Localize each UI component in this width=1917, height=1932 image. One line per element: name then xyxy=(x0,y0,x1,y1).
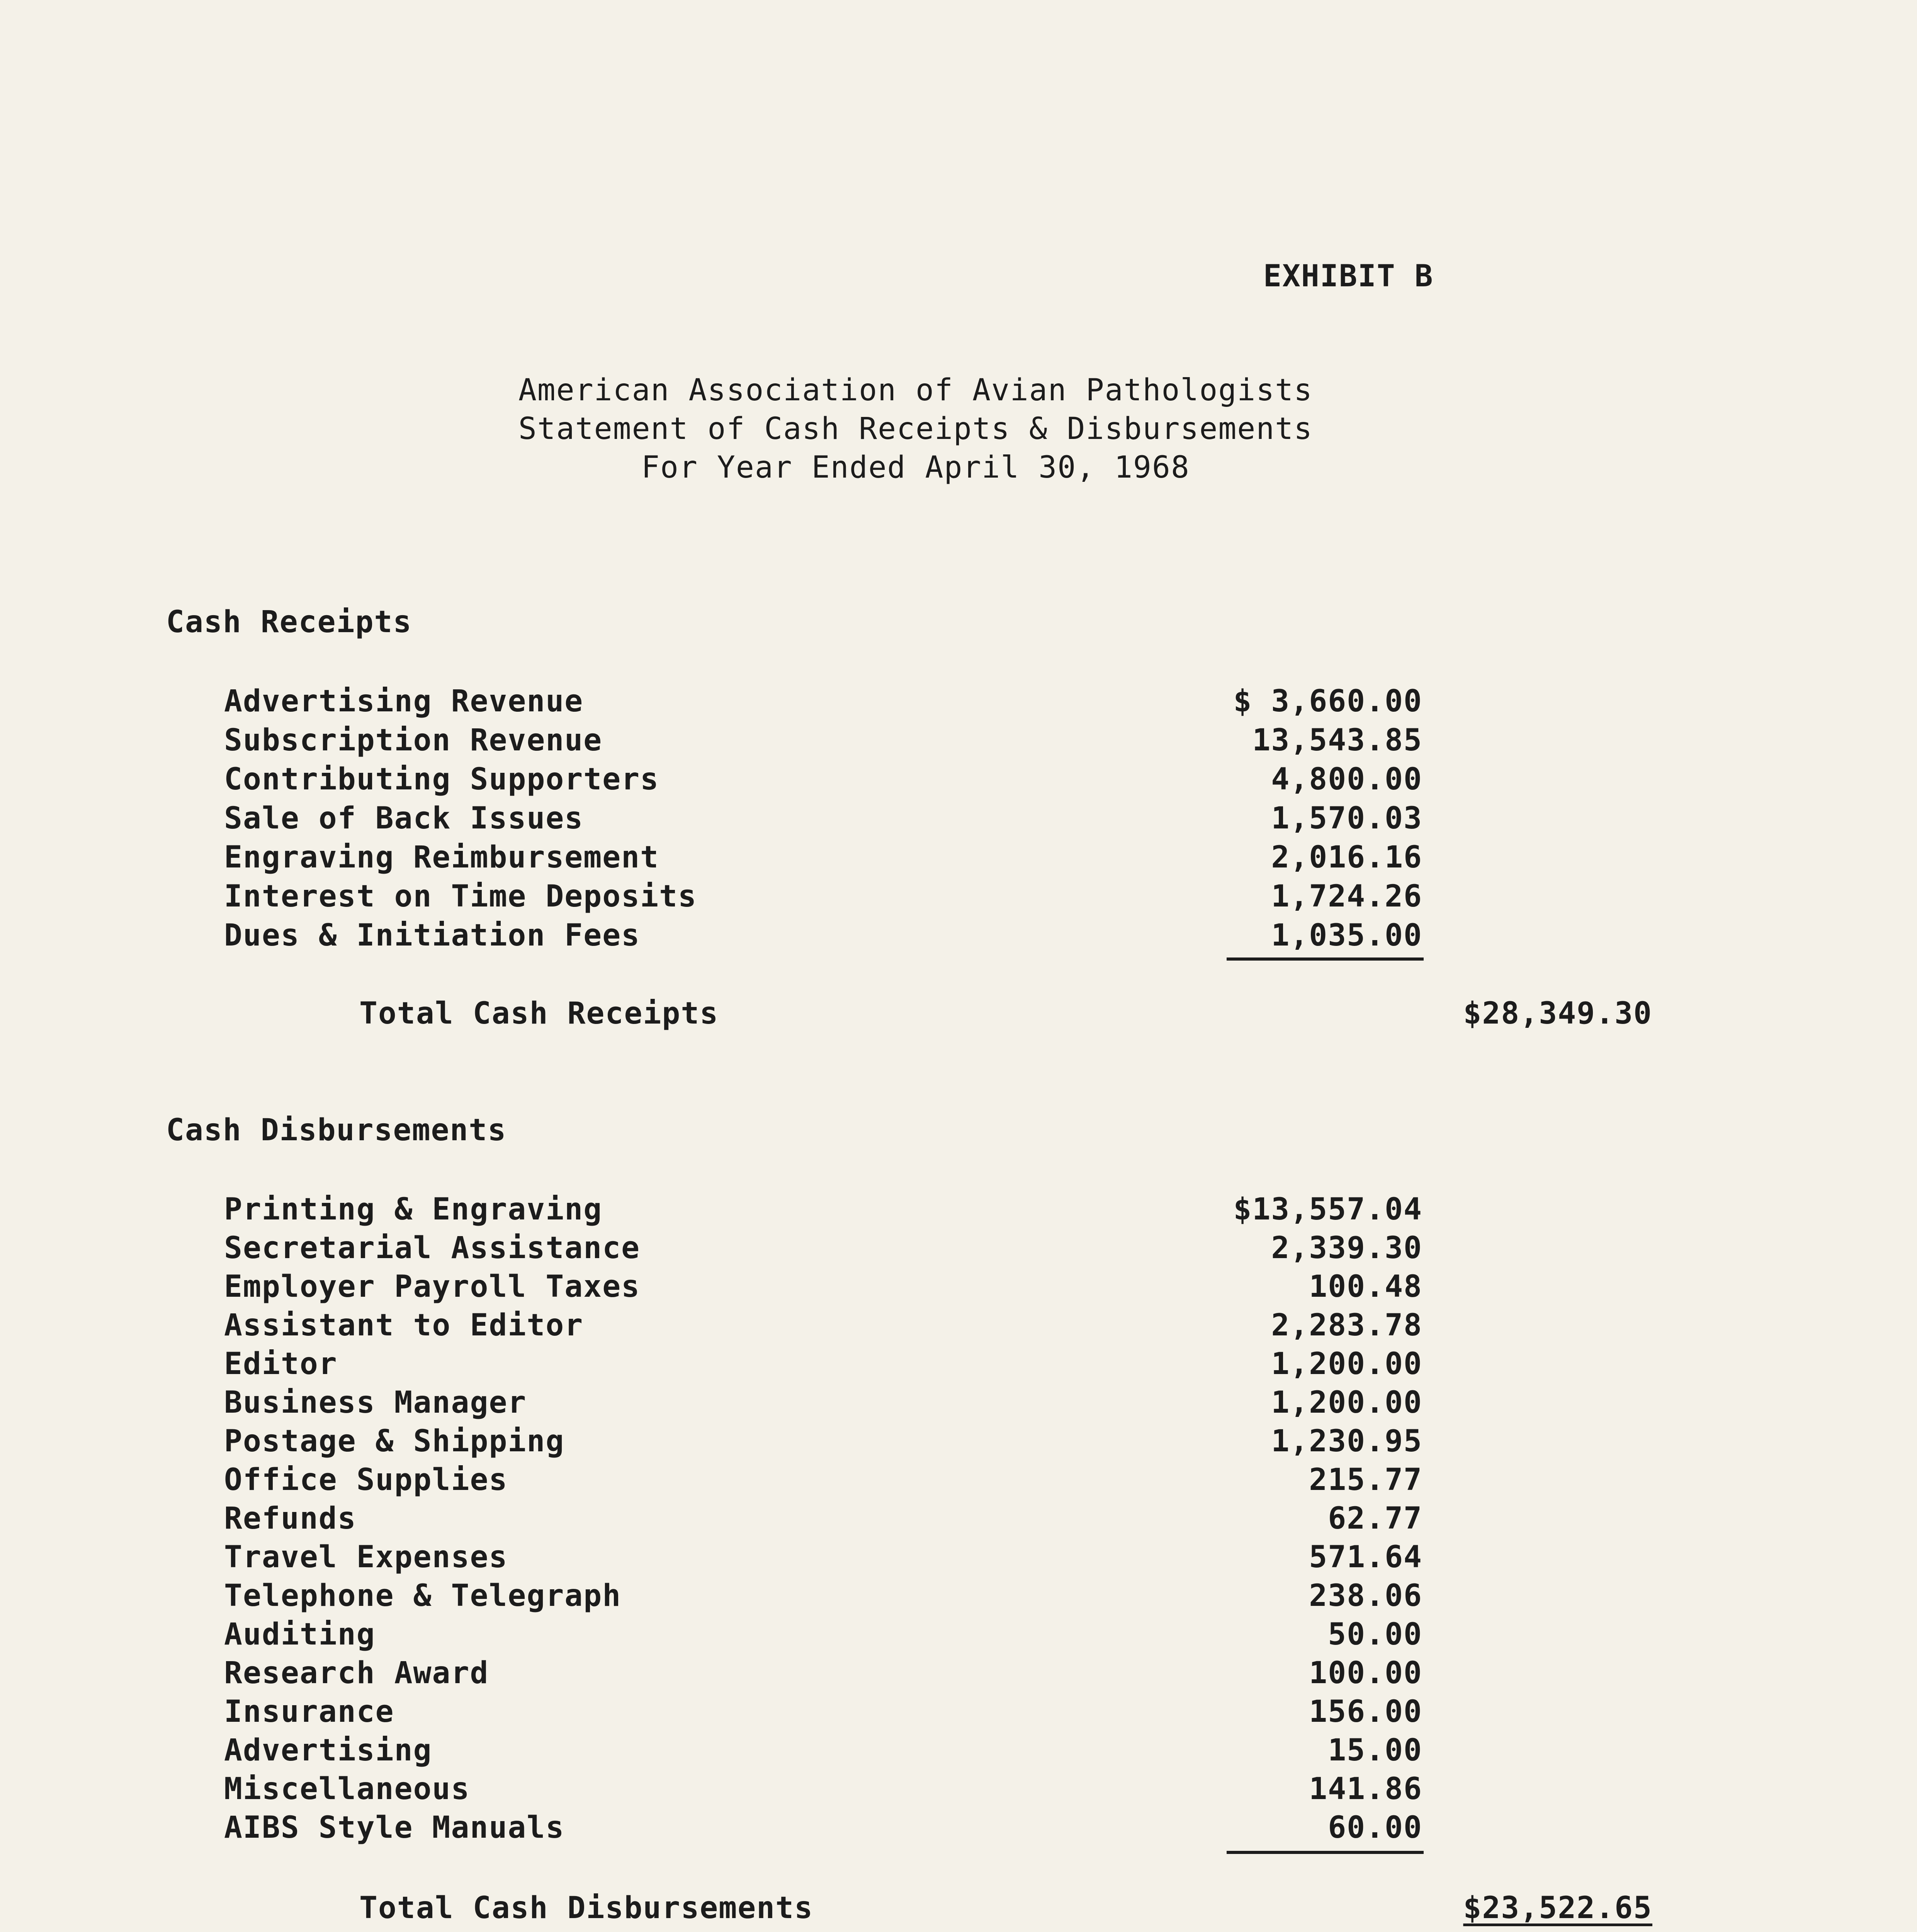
disbursement-amount: 62.77 xyxy=(1328,1501,1422,1536)
disbursement-label: Postage & Shipping xyxy=(224,1424,565,1459)
receipt-row xyxy=(0,684,1917,723)
disbursement-amount: $13,557.04 xyxy=(1233,1192,1422,1227)
disbursement-label: Refunds xyxy=(224,1501,357,1536)
disbursement-label: Advertising xyxy=(224,1733,432,1768)
disbursement-row xyxy=(0,1578,1917,1617)
disbursement-label: Business Manager xyxy=(224,1385,527,1420)
disbursement-row xyxy=(0,1733,1917,1772)
receipt-label: Sale of Back Issues xyxy=(224,801,584,836)
disbursement-amount: 1,230.95 xyxy=(1271,1424,1422,1459)
disbursements-section-title: Cash Disbursements xyxy=(166,1113,507,1148)
disbursements-total-amount: $23,522.65 xyxy=(1463,1891,1652,1925)
disbursement-label: AIBS Style Manuals xyxy=(224,1810,565,1845)
disbursement-label: Editor xyxy=(224,1347,338,1381)
disbursement-amount: 50.00 xyxy=(1328,1617,1422,1652)
statement-title: Statement of Cash Receipts & Disbursements xyxy=(518,412,1313,446)
receipts-total-amount: $28,349.30 xyxy=(1463,996,1652,1031)
disbursement-label: Office Supplies xyxy=(224,1463,508,1497)
receipt-amount: 13,543.85 xyxy=(1252,723,1422,758)
disbursement-row xyxy=(0,1540,1917,1578)
receipt-amount: 1,724.26 xyxy=(1271,879,1422,914)
disbursement-amount: 100.48 xyxy=(1309,1269,1422,1304)
receipt-amount: 1,035.00 xyxy=(1271,918,1422,953)
disbursement-amount: 15.00 xyxy=(1328,1733,1422,1768)
receipt-row xyxy=(0,918,1917,957)
receipt-label: Engraving Reimbursement xyxy=(224,840,659,875)
receipt-amount: 1,570.03 xyxy=(1271,801,1422,836)
receipt-label: Contributing Supporters xyxy=(224,762,659,797)
disbursement-label: Research Award xyxy=(224,1656,489,1690)
disbursement-row xyxy=(0,1694,1917,1733)
disbursement-row xyxy=(0,1656,1917,1694)
disbursement-amount: 571.64 xyxy=(1309,1540,1422,1575)
disbursement-amount: 238.06 xyxy=(1309,1578,1422,1613)
disbursement-label: Assistant to Editor xyxy=(224,1308,584,1343)
receipt-label: Interest on Time Deposits xyxy=(224,879,697,914)
disbursement-row xyxy=(0,1192,1917,1231)
disbursement-amount: 156.00 xyxy=(1309,1694,1422,1729)
disbursement-row xyxy=(0,1269,1917,1308)
receipt-label: Advertising Revenue xyxy=(224,684,584,719)
receipt-label: Dues & Initiation Fees xyxy=(224,918,641,953)
disbursement-row xyxy=(0,1617,1917,1656)
receipt-row xyxy=(0,840,1917,879)
disbursements-total-label: Total Cash Disbursements xyxy=(359,1891,814,1925)
disbursement-row xyxy=(0,1463,1917,1501)
receipt-amount: 4,800.00 xyxy=(1271,762,1422,797)
disbursements-subtotal-rule xyxy=(1227,1851,1424,1854)
receipts-total-row xyxy=(0,996,1917,1035)
receipt-row xyxy=(0,879,1917,918)
disbursement-amount: 60.00 xyxy=(1328,1810,1422,1845)
disbursement-label: Secretarial Assistance xyxy=(224,1231,641,1265)
receipt-label: Subscription Revenue xyxy=(224,723,603,758)
disbursement-amount: 2,283.78 xyxy=(1271,1308,1422,1343)
disbursement-label: Employer Payroll Taxes xyxy=(224,1269,641,1304)
org-name: American Association of Avian Pathologists xyxy=(518,373,1313,408)
disbursement-amount: 1,200.00 xyxy=(1271,1385,1422,1420)
disbursement-label: Printing & Engraving xyxy=(224,1192,603,1227)
disbursement-label: Auditing xyxy=(224,1617,376,1652)
disbursements-total-row xyxy=(0,1891,1917,1929)
disbursement-amount: 100.00 xyxy=(1309,1656,1422,1690)
disbursement-row xyxy=(0,1424,1917,1463)
disbursement-amount: 1,200.00 xyxy=(1271,1347,1422,1381)
receipt-amount: 2,016.16 xyxy=(1271,840,1422,875)
receipt-row xyxy=(0,801,1917,840)
receipts-section-title: Cash Receipts xyxy=(166,605,412,639)
disbursement-row xyxy=(0,1772,1917,1810)
disbursement-row xyxy=(0,1308,1917,1347)
disbursement-row xyxy=(0,1810,1917,1849)
disbursement-amount: 215.77 xyxy=(1309,1463,1422,1497)
disbursement-row xyxy=(0,1347,1917,1385)
statement-period: For Year Ended April 30, 1968 xyxy=(641,450,1190,485)
disbursement-amount: 141.86 xyxy=(1309,1772,1422,1806)
receipt-row xyxy=(0,762,1917,801)
disbursement-label: Telephone & Telegraph xyxy=(224,1578,622,1613)
receipt-row xyxy=(0,723,1917,762)
disbursement-row xyxy=(0,1385,1917,1424)
receipt-amount: $ 3,660.00 xyxy=(1233,684,1422,719)
receipts-subtotal-rule xyxy=(1227,957,1424,961)
disbursement-row xyxy=(0,1501,1917,1540)
disbursement-label: Travel Expenses xyxy=(224,1540,508,1575)
disbursement-row xyxy=(0,1231,1917,1269)
disbursement-amount: 2,339.30 xyxy=(1271,1231,1422,1265)
disbursement-label: Insurance xyxy=(224,1694,394,1729)
disbursement-label: Miscellaneous xyxy=(224,1772,470,1806)
receipts-total-label: Total Cash Receipts xyxy=(359,996,719,1031)
exhibit-label: EXHIBIT B xyxy=(1263,259,1434,294)
